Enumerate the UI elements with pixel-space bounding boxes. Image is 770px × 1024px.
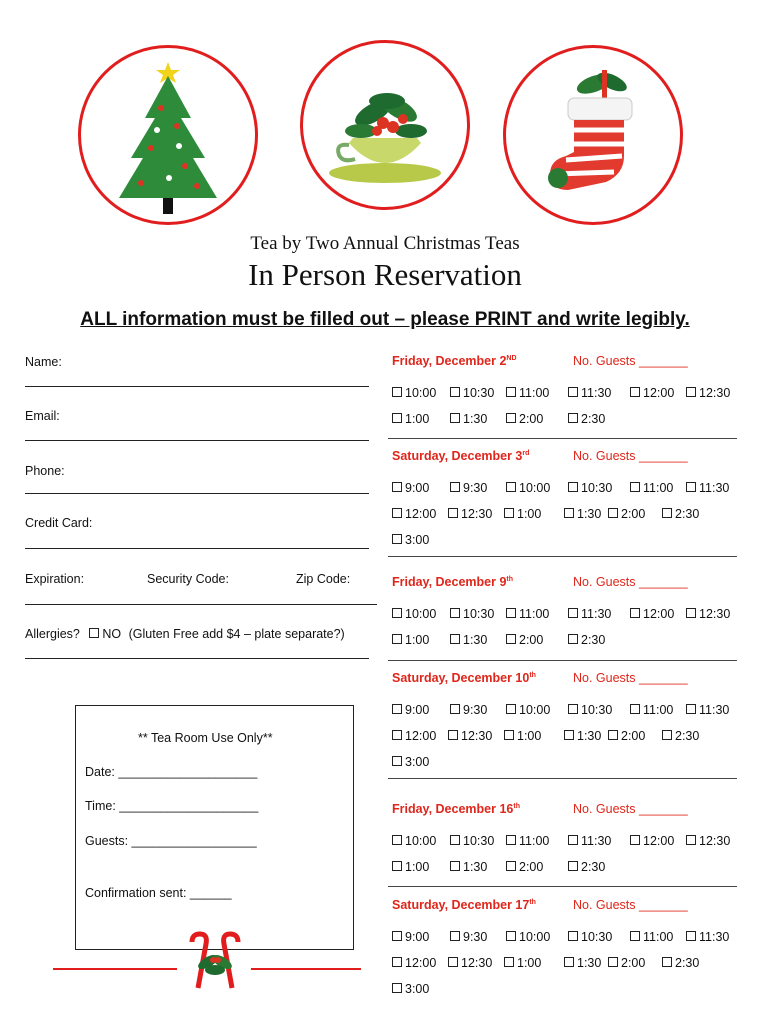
time-slot-checkbox[interactable] [450,704,460,714]
time-slot-checkbox[interactable] [568,634,578,644]
time-slot[interactable] [662,956,699,970]
time-slot[interactable] [630,703,673,717]
time-slot[interactable] [392,834,436,848]
day-heading-suffix: th [529,671,536,679]
time-slot-checkbox[interactable] [506,413,516,423]
page-title: In Person Reservation [248,257,522,292]
schedule-separator [388,778,737,779]
payment-details-field[interactable] [25,604,377,605]
time-slot-checkbox[interactable] [392,957,402,967]
day-heading-text: Friday, December 9 [392,575,507,589]
time-slot[interactable] [504,507,541,521]
time-slot-label: 1:30 [463,633,488,647]
time-slot-checkbox[interactable] [686,387,696,397]
time-slot-label: 2:30 [675,507,700,521]
day-heading-suffix: rd [522,449,530,457]
time-slot-label: 9:30 [463,930,488,944]
time-slot[interactable] [506,412,543,426]
time-slot[interactable] [506,834,549,848]
time-slot[interactable] [564,956,601,970]
time-slot-label: 11:30 [699,703,730,717]
time-slot-checkbox[interactable] [686,608,696,618]
time-slot-checkbox[interactable] [450,931,460,941]
name-label: Name: [25,355,62,369]
time-slot-checkbox[interactable] [608,957,618,967]
time-slot[interactable] [392,386,436,400]
time-slot-label: 9:00 [405,930,430,944]
time-slot[interactable] [630,834,674,848]
time-slot[interactable] [448,507,492,521]
time-slot-label: 12:00 [405,507,437,521]
email-field[interactable] [25,440,369,441]
time-slot-label: 3:00 [405,755,430,769]
time-slot-label: 12:30 [699,386,731,400]
time-slot-checkbox[interactable] [686,482,696,492]
time-slot-checkbox[interactable] [568,835,578,845]
time-slot[interactable] [506,860,543,874]
time-slot-checkbox[interactable] [448,508,458,518]
time-slot-checkbox[interactable] [630,931,640,941]
time-slot-label: 11:30 [581,386,612,400]
time-slot-checkbox[interactable] [392,704,402,714]
time-slot-checkbox[interactable] [392,983,402,993]
time-slot-label: 11:30 [581,607,612,621]
day-heading-text: Friday, December 2 [392,354,507,368]
time-slot[interactable] [392,956,436,970]
time-slot-label: 12:00 [643,834,675,848]
time-slot[interactable] [564,507,601,521]
time-slot-label: 2:30 [675,729,700,743]
time-slot-checkbox[interactable] [450,413,460,423]
time-slot-label: 9:30 [463,703,488,717]
time-slot-checkbox[interactable] [392,508,402,518]
time-slot[interactable] [392,607,436,621]
time-slot-checkbox[interactable] [506,931,516,941]
time-slot-label: 10:30 [581,703,613,717]
time-slot[interactable] [392,633,429,647]
day-heading-suffix: th [513,802,520,810]
christmas-tree-icon [81,48,255,222]
time-slot-label: 1:30 [577,507,602,521]
time-slot-label: 9:30 [463,481,488,495]
time-slot-checkbox[interactable] [450,608,460,618]
name-field[interactable] [25,386,369,387]
time-slot-checkbox[interactable] [564,730,574,740]
time-slot-checkbox[interactable] [392,931,402,941]
expiration-label: Expiration: [25,572,85,586]
time-slot-label: 11:00 [519,607,550,621]
time-slot[interactable] [506,386,549,400]
guest-count-field[interactable]: No. Guests _______ [573,802,688,816]
time-slot-label: 1:00 [517,956,542,970]
allergies-row [25,627,345,641]
security-code-label: Security Code: [147,572,229,586]
time-slot[interactable] [450,412,487,426]
time-slot-checkbox[interactable] [392,835,402,845]
instructions-notice: ALL information must be filled out – please PRINT and write legibly. [80,309,690,330]
time-slot-checkbox[interactable] [630,482,640,492]
time-slot[interactable] [392,930,429,944]
time-slot-label: 2:30 [581,412,606,426]
time-slot-label: 2:00 [621,507,646,521]
time-slot[interactable] [450,481,487,495]
tree-circle [78,45,258,225]
time-slot-label: 11:00 [643,481,674,495]
time-slot-label: 1:00 [405,412,430,426]
time-slot-checkbox[interactable] [686,835,696,845]
time-slot-label: 1:30 [463,412,488,426]
schedule-separator [388,438,737,439]
time-slot-checkbox[interactable] [392,730,402,740]
time-slot-checkbox[interactable] [568,931,578,941]
subtitle: Tea by Two Annual Christmas Teas [250,233,520,254]
time-slot[interactable] [608,729,645,743]
guest-count-field[interactable]: No. Guests _______ [573,898,688,912]
office-time: Time: ____________________ [85,799,259,813]
time-slot[interactable] [506,607,549,621]
time-slot-label: 10:30 [581,930,613,944]
time-slot[interactable] [662,507,699,521]
time-slot[interactable] [450,633,487,647]
time-slot-checkbox[interactable] [506,387,516,397]
time-slot[interactable] [506,481,550,495]
time-slot-label: 10:00 [405,834,437,848]
time-slot[interactable] [450,930,487,944]
time-slot[interactable] [392,703,429,717]
schedule-separator [388,660,737,661]
time-slot-label: 2:00 [519,860,544,874]
time-slot-checkbox[interactable] [392,861,402,871]
time-slot-checkbox[interactable] [686,931,696,941]
time-slot-checkbox[interactable] [450,835,460,845]
time-slot-checkbox[interactable] [450,634,460,644]
time-slot[interactable] [568,834,611,848]
time-slot-checkbox[interactable] [448,957,458,967]
phone-label: Phone: [25,464,65,478]
guest-count-field[interactable]: No. Guests _______ [573,354,688,368]
time-slot-label: 11:00 [519,834,550,848]
time-slot[interactable] [662,729,699,743]
stocking-icon [506,48,680,222]
time-slot-checkbox[interactable] [568,704,578,714]
time-slot[interactable] [630,481,673,495]
time-slot-label: 11:00 [519,386,550,400]
time-slot-checkbox[interactable] [630,387,640,397]
time-slot-checkbox[interactable] [686,704,696,714]
time-slot-checkbox[interactable] [392,608,402,618]
time-slot-label: 10:00 [405,607,437,621]
office-confirmation: Confirmation sent: ______ [85,886,232,900]
time-slot-checkbox[interactable] [568,387,578,397]
time-slot-checkbox[interactable] [392,534,402,544]
time-slot[interactable] [506,930,550,944]
time-slot-checkbox[interactable] [504,957,514,967]
time-slot[interactable] [392,507,436,521]
time-slot-label: 2:00 [519,633,544,647]
time-slot-checkbox[interactable] [506,482,516,492]
time-slot-checkbox[interactable] [568,413,578,423]
time-slot-checkbox[interactable] [506,608,516,618]
time-slot-checkbox[interactable] [504,730,514,740]
time-slot[interactable] [568,481,612,495]
day-heading-text: Saturday, December 3 [392,449,523,463]
time-slot[interactable] [448,956,492,970]
time-slot-checkbox[interactable] [564,508,574,518]
time-slot-checkbox[interactable] [392,413,402,423]
time-slot-label: 1:00 [517,507,542,521]
time-slot-label: 12:30 [699,834,731,848]
day-heading [392,575,513,589]
stocking-circle [503,45,683,225]
time-slot[interactable] [686,703,729,717]
schedule-separator [388,556,737,557]
time-slot-checkbox[interactable] [506,835,516,845]
day-heading [392,449,529,463]
office-date: Date: ____________________ [85,765,258,779]
time-slot-label: 2:00 [519,412,544,426]
guest-count-field[interactable]: No. Guests _______ [573,671,688,685]
day-heading-suffix: th [506,575,514,583]
time-slot[interactable] [504,729,541,743]
time-slot-label: 10:30 [463,607,495,621]
time-slot[interactable] [564,729,601,743]
time-slot[interactable] [630,386,674,400]
day-heading-suffix: th [529,898,536,906]
guest-count-field[interactable]: No. Guests _______ [573,449,688,463]
credit-card-field[interactable] [25,548,369,549]
time-slot-label: 9:00 [405,703,430,717]
office-guests: Guests: __________________ [85,834,257,848]
time-slot-label: 10:00 [519,703,551,717]
time-slot[interactable] [392,533,429,547]
time-slot[interactable] [450,386,494,400]
time-slot-label: 12:30 [461,729,493,743]
time-slot-checkbox[interactable] [392,756,402,766]
day-heading [392,671,536,685]
time-slot-checkbox[interactable] [392,482,402,492]
time-slot-checkbox[interactable] [392,387,402,397]
time-slot[interactable] [506,633,543,647]
time-slot[interactable] [392,755,429,769]
time-slot-label: 1:00 [405,860,430,874]
time-slot[interactable] [506,703,550,717]
time-slot-checkbox[interactable] [662,957,672,967]
time-slot[interactable] [686,607,730,621]
decor-line-right [251,968,361,970]
time-slot-checkbox[interactable] [448,730,458,740]
time-slot-checkbox[interactable] [608,508,618,518]
time-slot-label: 10:30 [463,834,495,848]
time-slot-label: 12:00 [405,956,437,970]
time-slot[interactable] [568,633,605,647]
time-slot[interactable] [504,956,541,970]
time-slot-checkbox[interactable] [662,730,672,740]
time-slot-checkbox[interactable] [568,482,578,492]
allergies-field[interactable] [25,658,369,659]
time-slot-label: 10:30 [581,481,613,495]
time-slot-label: 3:00 [405,982,430,996]
time-slot-label: 11:00 [643,930,674,944]
time-slot[interactable] [608,507,645,521]
schedule-separator [388,886,737,887]
time-slot[interactable] [392,982,429,996]
time-slot-checkbox[interactable] [504,508,514,518]
time-slot-checkbox[interactable] [662,508,672,518]
time-slot[interactable] [450,703,487,717]
allergies-no-checkbox[interactable] [89,628,99,638]
time-slot-checkbox[interactable] [568,861,578,871]
office-box-title: ** Tea Room Use Only** [138,731,273,745]
day-heading [392,898,536,912]
time-slot-checkbox[interactable] [608,730,618,740]
time-slot[interactable] [568,412,605,426]
time-slot-checkbox[interactable] [630,835,640,845]
time-slot-checkbox[interactable] [392,634,402,644]
credit-card-label: Credit Card: [25,516,93,530]
day-heading [392,802,520,816]
time-slot-label: 10:00 [519,481,551,495]
email-label: Email: [25,409,60,423]
time-slot-checkbox[interactable] [450,861,460,871]
time-slot[interactable] [392,729,436,743]
time-slot-label: 3:00 [405,533,430,547]
time-slot-label: 12:30 [699,607,731,621]
time-slot-label: 2:30 [581,633,606,647]
gluten-note: (Gluten Free add $4 – plate separate?) [128,627,345,641]
time-slot-label: 2:30 [675,956,700,970]
time-slot[interactable] [568,860,605,874]
guest-count-field[interactable]: No. Guests _______ [573,575,688,589]
time-slot-checkbox[interactable] [450,387,460,397]
time-slot[interactable] [392,481,429,495]
time-slot-label: 1:00 [405,633,430,647]
time-slot[interactable] [448,729,492,743]
time-slot-checkbox[interactable] [506,704,516,714]
allergies-label: Allergies? [25,627,80,641]
time-slot[interactable] [630,930,673,944]
time-slot[interactable] [686,386,730,400]
time-slot-checkbox[interactable] [564,957,574,967]
time-slot[interactable] [450,607,494,621]
time-slot-label: 11:30 [699,930,730,944]
day-heading-suffix: ND [506,354,517,362]
time-slot[interactable] [392,412,429,426]
time-slot-label: 1:00 [517,729,542,743]
time-slot-label: 1:30 [463,860,488,874]
time-slot[interactable] [392,860,429,874]
time-slot-label: 11:00 [643,703,674,717]
time-slot[interactable] [568,930,612,944]
time-slot-checkbox[interactable] [506,861,516,871]
time-slot-checkbox[interactable] [568,608,578,618]
time-slot[interactable] [568,703,612,717]
time-slot-checkbox[interactable] [506,634,516,644]
time-slot-label: 1:30 [577,729,602,743]
time-slot[interactable] [630,607,674,621]
time-slot-label: 10:00 [405,386,437,400]
time-slot[interactable] [686,481,729,495]
time-slot-label: 11:30 [581,834,612,848]
time-slot[interactable] [608,956,645,970]
candy-cane-holly-icon [184,930,246,992]
holly-teacup-icon [303,43,467,207]
time-slot-label: 9:00 [405,481,430,495]
time-slot-label: 2:30 [581,860,606,874]
time-slot[interactable] [686,930,729,944]
time-slot-checkbox[interactable] [450,482,460,492]
time-slot-label: 12:30 [461,507,493,521]
time-slot-label: 12:30 [461,956,493,970]
teacup-circle [300,40,470,210]
time-slot[interactable] [450,834,494,848]
decor-line-left [53,968,177,970]
time-slot-label: 10:30 [463,386,495,400]
day-heading [392,354,517,368]
time-slot-label: 12:00 [643,607,675,621]
time-slot[interactable] [568,607,611,621]
phone-field[interactable] [25,493,369,494]
time-slot-label: 1:30 [577,956,602,970]
time-slot-label: 10:00 [519,930,551,944]
time-slot-label: 2:00 [621,956,646,970]
time-slot-label: 12:00 [643,386,675,400]
time-slot-label: 11:30 [699,481,730,495]
day-heading-text: Saturday, December 17 [392,898,530,912]
time-slot-checkbox[interactable] [630,704,640,714]
day-heading-text: Saturday, December 10 [392,671,530,685]
time-slot-label: 2:00 [621,729,646,743]
time-slot[interactable] [568,386,611,400]
time-slot-label: 12:00 [405,729,437,743]
day-heading-text: Friday, December 16 [392,802,514,816]
time-slot[interactable] [450,860,487,874]
zip-code-label: Zip Code: [296,572,351,586]
time-slot-checkbox[interactable] [630,608,640,618]
allergies-no-label: NO [102,627,122,641]
time-slot[interactable] [686,834,730,848]
